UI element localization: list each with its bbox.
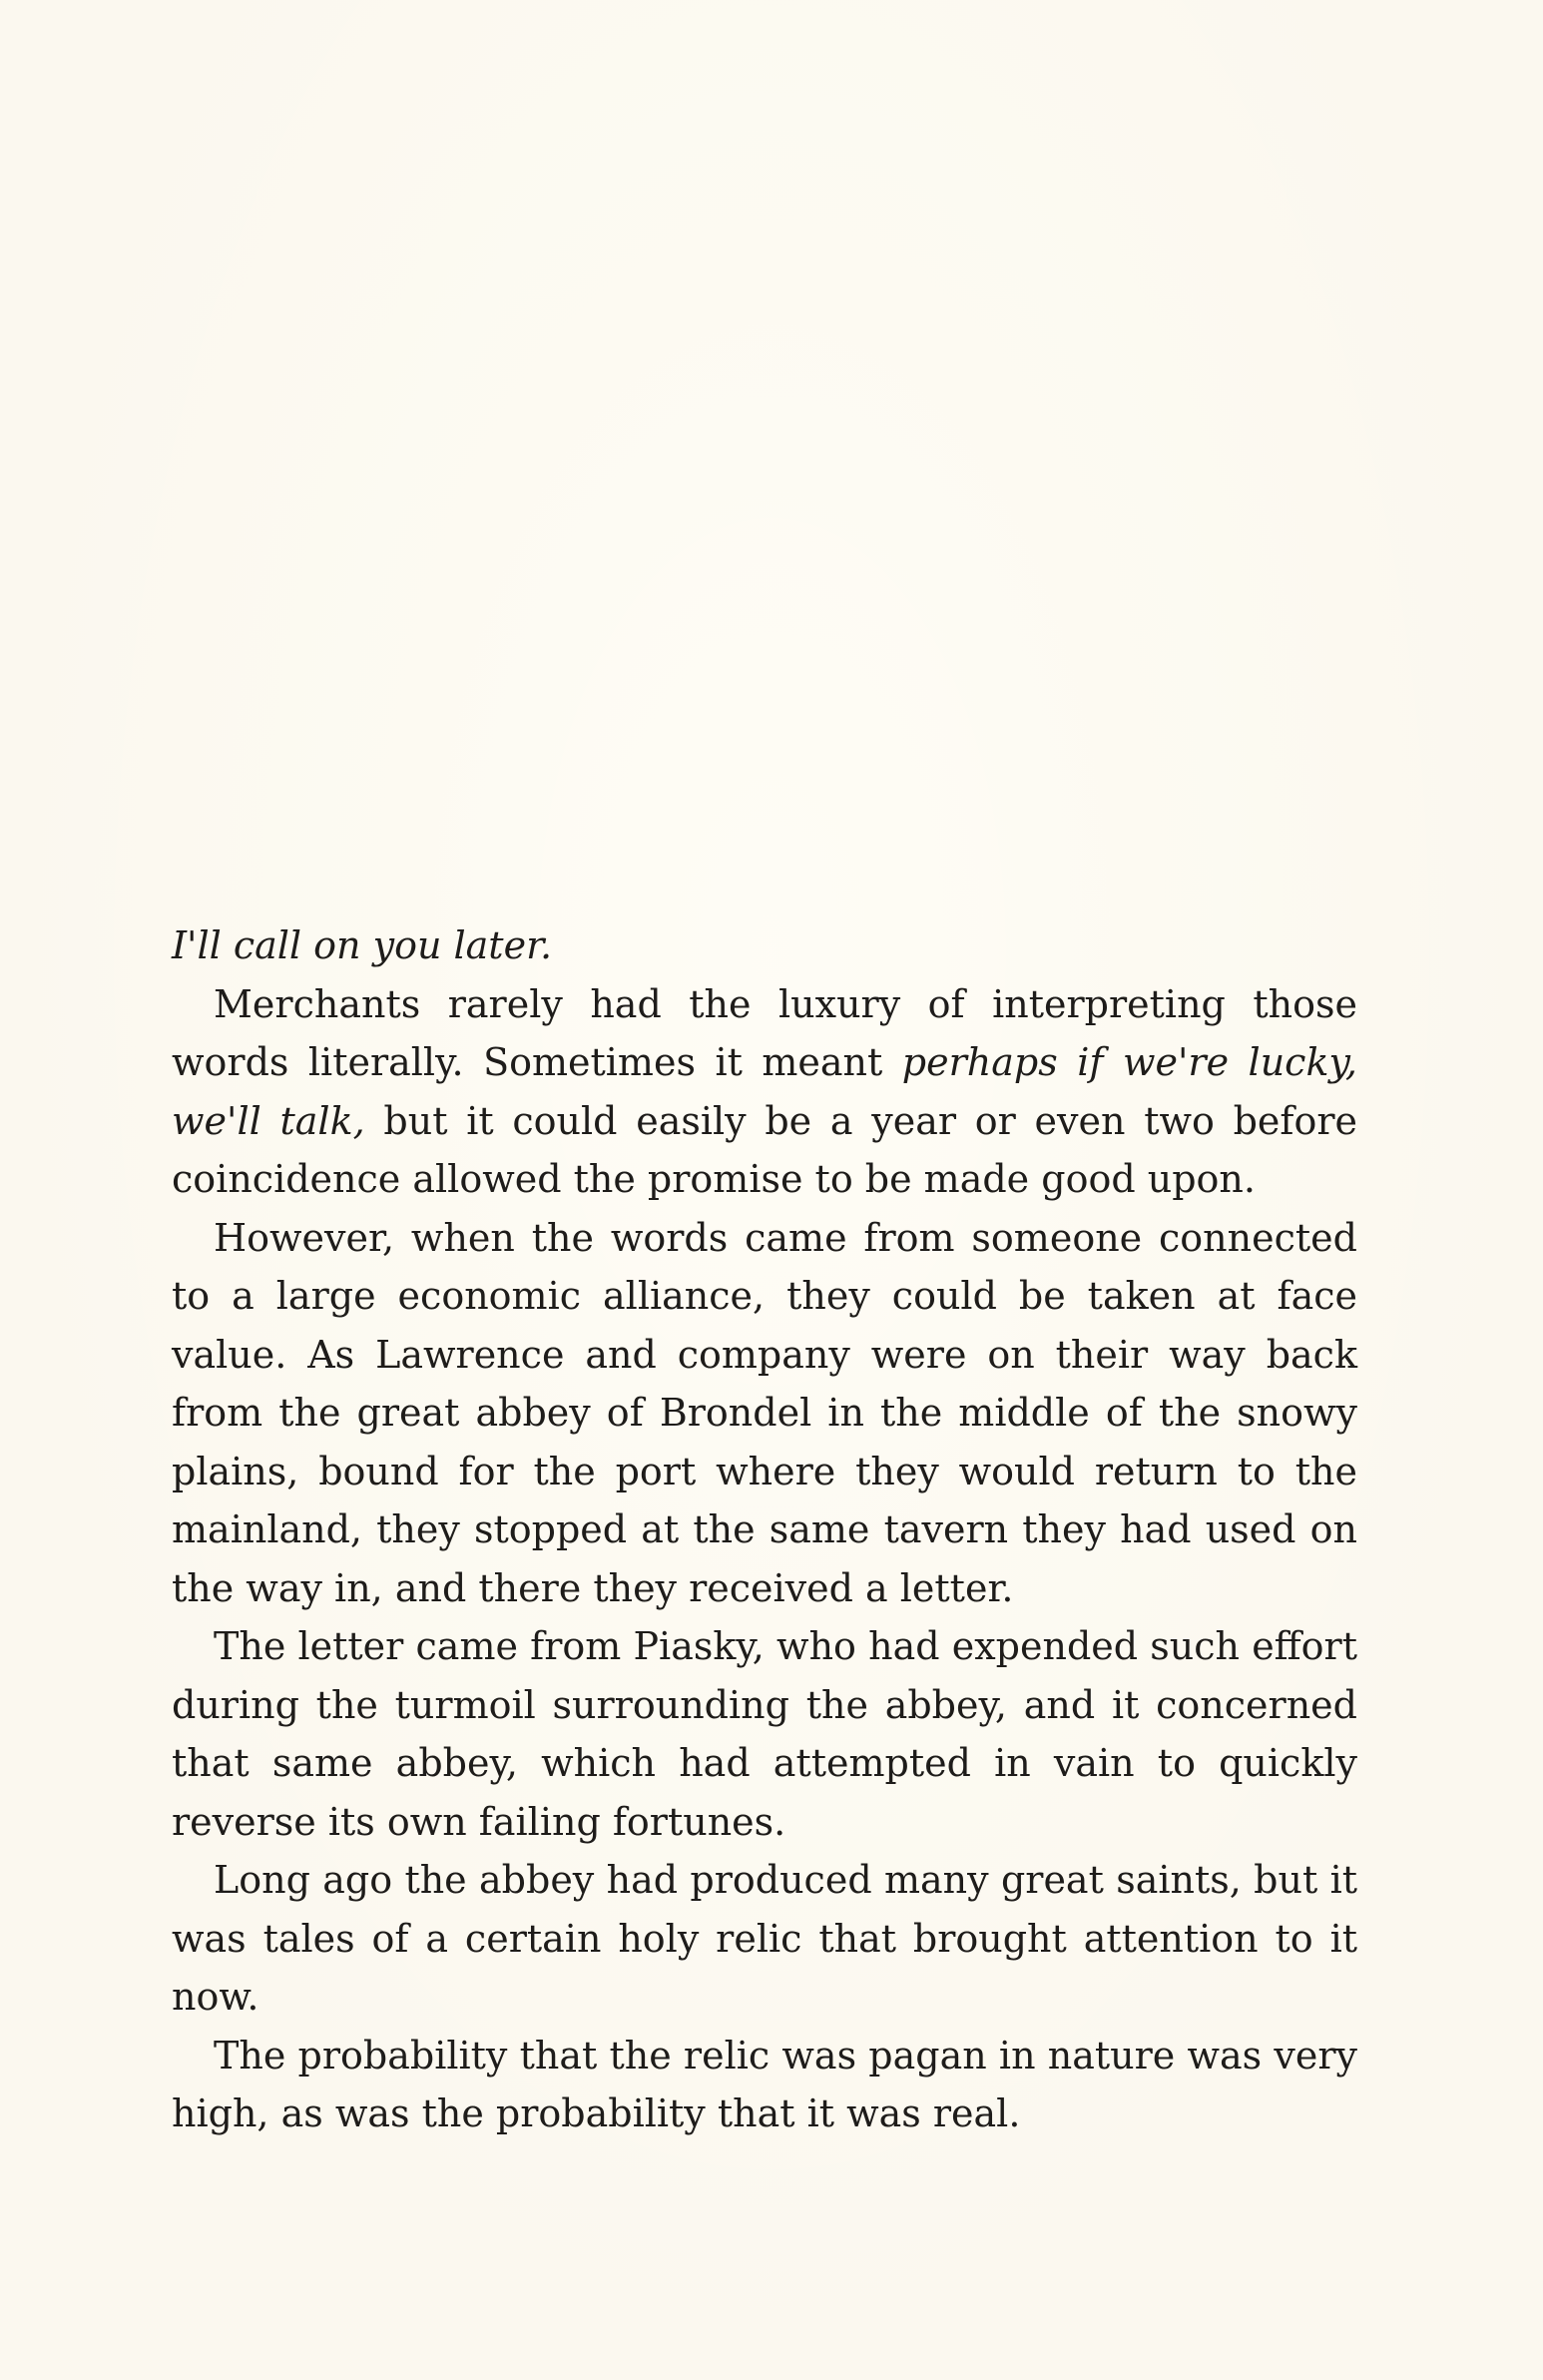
opening-line: I'll call on you later. bbox=[172, 923, 553, 967]
paragraph-5: The probability that the relic was pagan in nature was very high, as was the probability that it was real. bbox=[172, 2033, 1357, 2135]
paragraph-1-emphasis: perhaps if we're lucky, we'll talk, bbox=[172, 1040, 1357, 1143]
paragraph-1 bbox=[172, 975, 1357, 1209]
paragraph-1-after: but it could easily be a year or even two before coincidence allowed the promise to be made good upon. bbox=[172, 1098, 1358, 1201]
paragraph-2: However, when the words came from someone connected to a large economic alliance, they could be taken at face value. As Lawrence and company were on their way back from the great abbey of Brondel in the middle of the snowy plains, bound for the port where they would return to the mainland, they stopped at the same tavern they had used on the way in, and there they received a letter. bbox=[172, 1215, 1357, 1610]
body-text bbox=[172, 916, 1357, 2143]
paragraph-4: Long ago the abbey had produced many great saints, but it was tales of a certain holy relic that brought attention to it now. bbox=[172, 1858, 1357, 2019]
paragraph-1-before: Merchants rarely had the luxury of interpreting those words literally. Sometimes it meant bbox=[172, 981, 1357, 1084]
paragraph-3: The letter came from Piasky, who had expended such effort during the turmoil surrounding the abbey, and it concerned that same abbey, which had attempted in vain to quickly reverse its own failing fortunes. bbox=[172, 1624, 1357, 1844]
